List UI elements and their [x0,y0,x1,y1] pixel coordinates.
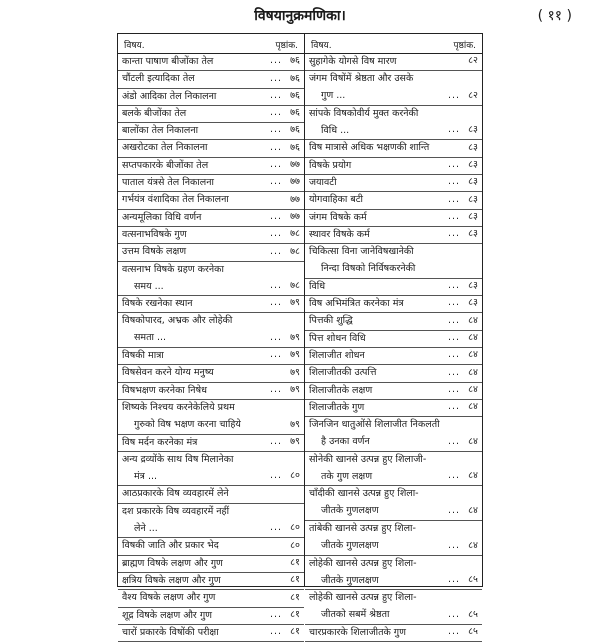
toc-entry [305,486,482,521]
leader-dots: ... [269,435,282,447]
entry-page-number: ८३ [468,159,478,171]
toc-entry [118,54,304,71]
leader-dots: ... [447,626,460,638]
leader-dots: ... [447,608,460,620]
page-number: ( ११ ) [537,8,572,24]
subject-heading: विषय. [124,41,145,51]
entry-page-number: ८४ [468,366,478,378]
toc-entry [118,210,304,227]
entry-page-number: ८० [290,539,300,551]
entry-page-number: ८२ [468,55,478,67]
toc-entry [305,556,482,591]
entry-title: विषकी जाति और प्रकार भेद [122,540,219,552]
leader-dots: ... [269,210,282,222]
entry-page-number: ७८ [290,245,300,257]
toc-entry [305,54,482,71]
toc-entry [305,313,482,330]
leader-dots: ... [269,626,282,638]
entry-title-continued: जीतके गुणलक्षण [321,505,379,517]
entry-title-continued: समय ... [134,280,164,292]
toc-entry [118,608,304,625]
entry-title: चारों प्रकारके विषोंकी परीक्षा [122,626,219,638]
toc-entry [118,296,304,313]
toc-entry [118,365,304,382]
toc-entry [305,296,482,313]
toc-entry [118,192,304,209]
toc-entry [118,435,304,452]
entry-title: लोहेकी खानसे उत्पन्न हुए शिला- [309,557,417,569]
entry-title: शिलाजीतकी उत्पत्ति [309,367,377,379]
entry-page-number: ८० [290,470,300,482]
entry-page-number: ८४ [468,505,478,517]
entry-page-number: ८१ [290,556,300,568]
toc-entry [305,175,482,192]
entry-title: वत्सनाभ विषके ग्रहण करनेका [122,263,224,275]
entry-title: चाँदीकी खानसे उत्पन्न हुए शिला- [309,488,419,500]
entry-title-continued: मंत्र ... [134,470,158,482]
toc-entry [118,556,304,573]
entry-title: अखरोटका तेल निकालना [122,142,208,154]
entry-title: गर्भयंत्र वंशादिका तेल निकालना [122,194,229,206]
leader-dots: ... [447,366,460,378]
entry-page-number: ८३ [468,141,478,153]
entry-title: सप्तपकारके बीजोंका तेल [122,159,209,171]
page-header [0,2,600,26]
left-rows [118,54,304,642]
entry-page-number: ७७ [290,176,300,188]
toc-right-column [305,34,482,638]
leader-dots: ... [447,470,460,482]
entry-page-number: ७७ [290,210,300,222]
leader-dots: ... [269,608,282,620]
entry-title: चौंटली इत्यादिका तेल [122,73,195,85]
toc-entry [305,383,482,400]
toc-entry [305,365,482,382]
entry-page-number: ७६ [290,141,300,153]
entry-page-number: ७८ [290,228,300,240]
leader-dots: ... [269,89,282,101]
entry-title: जंगम विषके कर्म [309,211,367,223]
entry-title: क्षत्रिय विषके लक्षण और गुण [122,574,221,586]
entry-title: कान्ता पाषाण बीजोंका तेल [122,56,214,67]
leader-dots: ... [269,297,282,309]
entry-title: बालोंका तेल निकालना [122,125,199,137]
toc-entry [118,158,304,175]
entry-title: विषकोपारद, अभ्रक और लोहेकी [122,315,233,327]
toc-entry [305,210,482,227]
right-column-header [305,34,482,54]
right-rows [305,54,482,642]
leader-dots: ... [269,107,282,119]
leader-dots: ... [447,159,460,171]
toc-entry [305,452,482,487]
entry-title: विषके रखनेका स्थान [122,298,193,310]
entry-page-number: ८५ [468,608,478,620]
page-heading: पृष्ठांक. [275,41,298,51]
entry-title: पित्त शोधन विधि [309,332,366,344]
entry-title: योगवाहिका बटी [309,194,364,206]
entry-page-number: ८४ [468,401,478,413]
leader-dots: ... [447,280,460,292]
leader-dots: ... [447,228,460,240]
entry-page-number: ७६ [290,89,300,101]
entry-title: जंगम विषोंमें श्रेष्ठता और उसके [309,73,414,85]
entry-page-number: ८४ [468,539,478,551]
entry-page-number: ७९ [290,349,300,361]
entry-page-number: ८१ [290,591,300,603]
left-column-header [118,34,304,54]
entry-page-number: ८४ [468,470,478,482]
entry-title: विषभक्षण करनेका निषेध [122,384,207,396]
entry-title-continued: गुरुको विष भक्षण करना चाहिये [134,418,241,430]
toc-entry [118,486,304,503]
entry-page-number: ८३ [468,193,478,205]
entry-page-number: ७८ [290,280,300,292]
entry-page-number: ८३ [468,297,478,309]
leader-dots: ... [447,314,460,326]
toc-entry [305,400,482,417]
toc-entry [118,89,304,106]
entry-title: विधि [309,280,326,292]
toc-entry [118,71,304,88]
leader-dots: ... [269,522,282,534]
leader-dots: ... [269,55,282,67]
toc-entry [305,106,482,141]
entry-page-number: ८१ [290,608,300,620]
entry-page-number: ७६ [290,55,300,67]
toc-entry [305,227,482,244]
entry-title-continued: निन्दा विषको निर्विषकरनेकी [321,263,416,275]
entry-title-continued: जीतको सबमें श्रेष्ठता [321,609,390,621]
leader-dots: ... [447,349,460,361]
entry-title: चिकित्सा विना जानेविषखानेकी [309,246,414,258]
entry-title: दश प्रकारके विष व्यवहारमें नहीं [122,505,230,517]
leader-dots: ... [447,124,460,136]
entry-title: तांबेकी खानसे उत्पन्न हुए शिला- [309,523,416,535]
toc-entry [305,192,482,209]
entry-title: विष मर्दन करनेका मंत्र [122,436,198,448]
entry-title: विष मात्रासे अधिक भक्षणकी शान्ति [309,142,430,154]
entry-title: स्थावर विषके कर्म [309,228,370,240]
toc-entry [118,573,304,590]
toc-entry [305,244,482,279]
leader-dots: ... [447,193,460,205]
entry-title: चारप्रकारके शिलाजीतके गुण [309,626,407,638]
entry-title-continued: गुण ... [321,90,346,102]
toc-entry [118,452,304,487]
leader-dots: ... [447,332,460,344]
entry-page-number: ७९ [290,366,300,378]
toc-entry [118,123,304,140]
entry-title: शिलाजीतके गुण [309,401,365,413]
entry-title-continued: जीतके गुणलक्षण [321,574,379,586]
leader-dots: ... [269,141,282,153]
table-of-contents [117,33,483,638]
entry-title: वैश्य विषके लक्षण और गुण [122,592,216,604]
toc-entry [305,417,482,452]
entry-page-number: ८३ [468,228,478,240]
entry-page-number: ७६ [290,72,300,84]
entry-page-number: ८५ [468,574,478,586]
entry-page-number: ७९ [290,435,300,447]
entry-page-number: ७९ [290,297,300,309]
toc-entry [118,227,304,244]
entry-title: सांपके विषकोवीर्य मुक्त करनेकी [309,107,419,119]
entry-page-number: ८१ [290,574,300,586]
entry-page-number: ७७ [290,193,300,205]
toc-left-column [118,34,305,638]
toc-entry [118,244,304,261]
entry-title: ब्राह्मण विषके लक्षण और गुण [122,557,223,569]
entry-page-number: ८४ [468,332,478,344]
entry-title: पाताल यंत्रसे तेल निकालना [122,177,214,189]
entry-page-number: ८३ [468,280,478,292]
leader-dots: ... [269,383,282,395]
leader-dots: ... [447,435,460,447]
toc-entry [118,590,304,607]
entry-title: सुहागेके योगसे विष मारण [309,56,397,67]
entry-page-number: ८३ [468,176,478,188]
entry-title: बलके बीजोंका तेल [122,107,187,119]
entry-title-continued: समता ... [134,332,167,344]
entry-title: शिष्यके निश्चय करनेकेलिये प्रथम [122,401,235,413]
leader-dots: ... [447,176,460,188]
entry-title: वत्सनाभविषके गुण [122,228,187,240]
leader-dots: ... [447,539,460,551]
entry-title: सोनेकी खानसे उत्पन्न हुए शिलाजी- [309,453,427,465]
entry-title-continued: है उनका वर्णन [321,436,370,448]
entry-page-number: ७९ [290,332,300,344]
toc-entry [305,348,482,365]
entry-page-number: ८५ [468,626,478,638]
entry-page-number: ८३ [468,210,478,222]
leader-dots: ... [269,159,282,171]
toc-entry [305,279,482,296]
toc-entry [118,625,304,642]
toc-entry [118,383,304,400]
entry-page-number: ७६ [290,107,300,119]
entry-page-number: ८४ [468,314,478,326]
entry-title-continued: जीतके गुणलक्षण [321,540,379,552]
leader-dots: ... [269,332,282,344]
leader-dots: ... [447,89,460,101]
entry-title: उत्तम विषके लक्षण [122,246,187,258]
toc-entry [305,521,482,556]
toc-entry [305,625,482,642]
toc-entry [118,348,304,365]
entry-page-number: ८४ [468,349,478,361]
toc-entry [118,106,304,123]
leader-dots: ... [269,245,282,257]
entry-page-number: ७६ [290,124,300,136]
entry-page-number: ७९ [290,418,300,430]
entry-page-number: ७९ [290,383,300,395]
entry-title: पित्तकी शुद्धि [309,315,353,327]
entry-title: विषसेवन करने योग्य मनुष्य [122,367,214,379]
toc-entry [118,262,304,297]
leader-dots: ... [447,210,460,222]
entry-title-continued: तके गुण लक्षण [321,470,373,482]
toc-entry [118,504,304,539]
entry-title: विष अभिमंत्रित करनेका मंत्र [309,298,404,310]
leader-dots: ... [269,280,282,292]
leader-dots: ... [447,574,460,586]
toc-entry [305,71,482,106]
toc-entry [305,140,482,157]
entry-title: शिलाजीतके लक्षण [309,384,373,396]
leader-dots: ... [269,228,282,240]
leader-dots: ... [269,124,282,136]
toc-entry [118,140,304,157]
entry-page-number: ८४ [468,435,478,447]
entry-page-number: ८४ [468,383,478,395]
toc-entry [118,313,304,348]
page-heading: पृष्ठांक. [453,41,476,51]
leader-dots: ... [447,401,460,413]
entry-title: जयावटी [309,177,337,189]
entry-page-number: ८० [290,522,300,534]
leader-dots: ... [447,505,460,517]
entry-page-number: ७७ [290,159,300,171]
toc-entry [305,590,482,625]
leader-dots: ... [269,470,282,482]
entry-page-number: ८१ [290,626,300,638]
entry-title: जिनजिन धातुओंसे शिलाजीत निकलती [309,419,440,431]
toc-entry [118,175,304,192]
entry-title: शिलाजीत शोधन [309,350,365,362]
entry-page-number: ८२ [468,89,478,101]
entry-title: आठप्रकारके विष व्यवहारमें लेने [122,488,229,500]
entry-title: अन्यमूलिका विधि वर्णन [122,211,202,223]
entry-title-continued: लेने ... [134,522,158,534]
toc-entry [305,158,482,175]
leader-dots: ... [269,72,282,84]
entry-title: विषके प्रयोग [309,159,352,171]
page-title: विषयानुक्रमणिका। [254,8,346,24]
leader-dots: ... [269,349,282,361]
leader-dots: ... [269,176,282,188]
leader-dots: ... [447,383,460,395]
entry-page-number: ८३ [468,124,478,136]
leader-dots: ... [447,297,460,309]
entry-title: अन्य द्रव्योंके साथ विष मिलानेका [122,453,234,465]
entry-title-continued: विधि ... [321,124,350,136]
toc-entry [305,331,482,348]
toc-entry [118,538,304,555]
subject-heading: विषय. [311,41,332,51]
entry-title: शूद्र विषके लक्षण और गुण [122,609,213,621]
entry-title: विषकी मात्रा [122,350,164,362]
entry-title: लोहेकी खानसे उत्पन्न हुए शिला- [309,592,417,604]
toc-entry [118,400,304,435]
entry-title: अंडो आदिका तेल निकालना [122,90,217,102]
